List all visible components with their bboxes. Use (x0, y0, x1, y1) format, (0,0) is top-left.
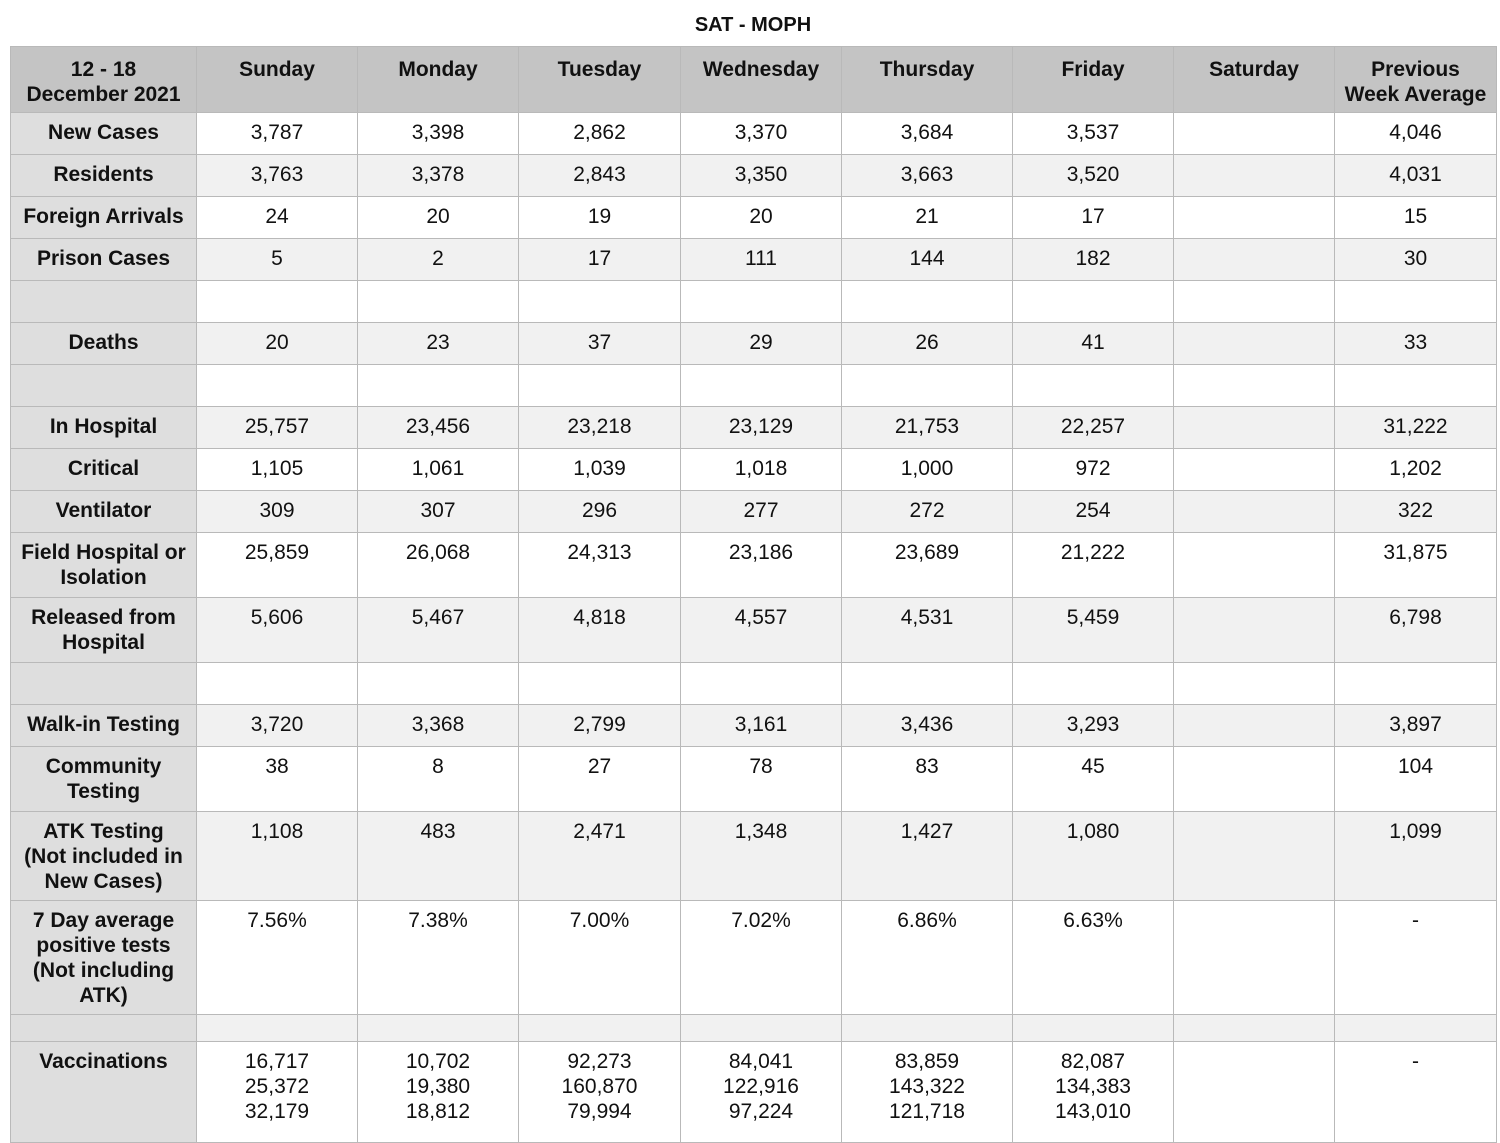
table-cell: 1,080 (1013, 812, 1174, 901)
header-saturday: Saturday (1174, 47, 1335, 113)
table-cell: 31,875 (1335, 533, 1497, 598)
table-cell (358, 663, 519, 705)
table-cell: - (1335, 1042, 1497, 1143)
table-row (11, 281, 1497, 323)
row-label (11, 365, 197, 407)
table-cell (1335, 281, 1497, 323)
table-cell: 1,000 (842, 449, 1013, 491)
table-cell: 4,818 (519, 598, 681, 663)
table-cell: 277 (681, 491, 842, 533)
row-label: New Cases (11, 113, 197, 155)
table-row (11, 491, 1497, 533)
table-cell: 5 (197, 239, 358, 281)
table-cell (358, 281, 519, 323)
table-body (11, 113, 1497, 1143)
table-cell: 3,293 (1013, 705, 1174, 747)
table-row (11, 449, 1497, 491)
table-cell: 1,348 (681, 812, 842, 901)
table-row (11, 323, 1497, 365)
table-cell: 3,787 (197, 113, 358, 155)
table-cell: 23,129 (681, 407, 842, 449)
table-cell: 1,039 (519, 449, 681, 491)
row-label: Critical (11, 449, 197, 491)
table-cell: 1,099 (1335, 812, 1497, 901)
table-cell: 3,398 (358, 113, 519, 155)
table-cell (681, 1015, 842, 1042)
table-cell (519, 1015, 681, 1042)
table-cell: 5,459 (1013, 598, 1174, 663)
table-cell: 3,378 (358, 155, 519, 197)
table-cell: 24 (197, 197, 358, 239)
table-cell: 5,467 (358, 598, 519, 663)
table-cell: 7.56% (197, 901, 358, 1015)
table-cell (1013, 663, 1174, 705)
table-cell: 10,702 19,380 18,812 (358, 1042, 519, 1143)
table-row (11, 812, 1497, 901)
table-cell: 1,427 (842, 812, 1013, 901)
header-thursday: Thursday (842, 47, 1013, 113)
table-cell (358, 365, 519, 407)
table-cell (681, 281, 842, 323)
row-label: Released from Hospital (11, 598, 197, 663)
table-cell: 972 (1013, 449, 1174, 491)
header-tuesday: Tuesday (519, 47, 681, 113)
table-cell (1174, 598, 1335, 663)
table-cell: 84,041 122,916 97,224 (681, 1042, 842, 1143)
table-cell: 7.00% (519, 901, 681, 1015)
header-wednesday: Wednesday (681, 47, 842, 113)
table-cell (358, 1015, 519, 1042)
row-label: In Hospital (11, 407, 197, 449)
table-cell (1174, 901, 1335, 1015)
table-cell: 2,862 (519, 113, 681, 155)
table-cell: 92,273 160,870 79,994 (519, 1042, 681, 1143)
table-row (11, 239, 1497, 281)
table-cell: 309 (197, 491, 358, 533)
table-cell (681, 663, 842, 705)
table-cell (1174, 365, 1335, 407)
table-cell: 26,068 (358, 533, 519, 598)
table-cell: 6.86% (842, 901, 1013, 1015)
table-cell: - (1335, 901, 1497, 1015)
table-row (11, 1015, 1497, 1042)
row-label: Field Hospital or Isolation (11, 533, 197, 598)
table-cell (1013, 1015, 1174, 1042)
table-cell: 17 (519, 239, 681, 281)
table-cell (1174, 407, 1335, 449)
table-cell (1174, 663, 1335, 705)
table-cell: 37 (519, 323, 681, 365)
table-cell: 182 (1013, 239, 1174, 281)
table-cell: 3,897 (1335, 705, 1497, 747)
table-cell (842, 663, 1013, 705)
table-cell: 19 (519, 197, 681, 239)
table-cell: 3,370 (681, 113, 842, 155)
table-cell (1174, 1015, 1335, 1042)
row-label: ATK Testing (Not included in New Cases) (11, 812, 197, 901)
table-cell: 3,663 (842, 155, 1013, 197)
covid-stats-table (10, 46, 1497, 1143)
table-title: SAT - MOPH (694, 14, 812, 36)
table-cell: 6.63% (1013, 901, 1174, 1015)
row-label: Community Testing (11, 747, 197, 812)
table-cell: 4,557 (681, 598, 842, 663)
table-cell: 272 (842, 491, 1013, 533)
table-cell: 21,753 (842, 407, 1013, 449)
table-row (11, 663, 1497, 705)
table-cell: 83,859 143,322 121,718 (842, 1042, 1013, 1143)
table-cell (842, 1015, 1013, 1042)
table-cell: 22,257 (1013, 407, 1174, 449)
row-label: Prison Cases (11, 239, 197, 281)
table-cell: 45 (1013, 747, 1174, 812)
table-cell: 4,531 (842, 598, 1013, 663)
table-cell (1013, 365, 1174, 407)
row-label (11, 663, 197, 705)
row-label (11, 1015, 197, 1042)
table-cell: 1,202 (1335, 449, 1497, 491)
table-cell: 1,108 (197, 812, 358, 901)
table-cell (1174, 323, 1335, 365)
row-label: Residents (11, 155, 197, 197)
table-cell (519, 365, 681, 407)
table-cell: 7.38% (358, 901, 519, 1015)
table-cell: 20 (358, 197, 519, 239)
table-cell: 25,859 (197, 533, 358, 598)
table-cell: 2 (358, 239, 519, 281)
table-cell: 3,684 (842, 113, 1013, 155)
table-row (11, 113, 1497, 155)
table-cell: 2,843 (519, 155, 681, 197)
table-cell (842, 365, 1013, 407)
table-cell (197, 281, 358, 323)
table-cell (1174, 747, 1335, 812)
table-cell: 21 (842, 197, 1013, 239)
table-cell: 27 (519, 747, 681, 812)
table-cell: 3,350 (681, 155, 842, 197)
table-cell (842, 281, 1013, 323)
table-cell (1013, 281, 1174, 323)
row-label (11, 281, 197, 323)
table-row (11, 197, 1497, 239)
header-date-range: 12 - 18 December 2021 (11, 47, 197, 113)
table-row (11, 598, 1497, 663)
row-label: 7 Day average positive tests (Not including ATK) (11, 901, 197, 1015)
row-label: Vaccinations (11, 1042, 197, 1143)
table-cell: 16,717 25,372 32,179 (197, 1042, 358, 1143)
table-cell: 3,368 (358, 705, 519, 747)
table-cell: 254 (1013, 491, 1174, 533)
table-row (11, 155, 1497, 197)
table-cell: 41 (1013, 323, 1174, 365)
table-cell: 30 (1335, 239, 1497, 281)
table-cell: 3,720 (197, 705, 358, 747)
table-cell: 104 (1335, 747, 1497, 812)
header-sunday: Sunday (197, 47, 358, 113)
table-cell: 31,222 (1335, 407, 1497, 449)
table-cell: 23,218 (519, 407, 681, 449)
table-cell (1174, 533, 1335, 598)
table-cell: 29 (681, 323, 842, 365)
header-monday: Monday (358, 47, 519, 113)
table-cell: 4,031 (1335, 155, 1497, 197)
row-label: Walk-in Testing (11, 705, 197, 747)
table-cell: 5,606 (197, 598, 358, 663)
table-cell: 20 (197, 323, 358, 365)
table-cell: 23,689 (842, 533, 1013, 598)
table-cell (1174, 155, 1335, 197)
table-row (11, 365, 1497, 407)
table-cell: 82,087 134,383 143,010 (1013, 1042, 1174, 1143)
table-row (11, 533, 1497, 598)
table-cell (1174, 705, 1335, 747)
table-cell: 307 (358, 491, 519, 533)
row-label: Ventilator (11, 491, 197, 533)
table-cell (1335, 365, 1497, 407)
table-cell (519, 663, 681, 705)
table-cell (1335, 1015, 1497, 1042)
table-cell: 83 (842, 747, 1013, 812)
table-row (11, 407, 1497, 449)
table-cell: 2,799 (519, 705, 681, 747)
table-cell: 1,018 (681, 449, 842, 491)
table-cell: 33 (1335, 323, 1497, 365)
table-cell: 144 (842, 239, 1013, 281)
table-cell (1174, 812, 1335, 901)
table-cell: 25,757 (197, 407, 358, 449)
table-cell: 24,313 (519, 533, 681, 598)
table-cell: 483 (358, 812, 519, 901)
table-cell: 23,186 (681, 533, 842, 598)
table-cell: 3,520 (1013, 155, 1174, 197)
table-cell: 3,436 (842, 705, 1013, 747)
table-cell (1174, 113, 1335, 155)
table-row (11, 1042, 1497, 1143)
table-row (11, 747, 1497, 812)
table-cell: 2,471 (519, 812, 681, 901)
table-cell: 3,763 (197, 155, 358, 197)
table-cell: 23,456 (358, 407, 519, 449)
table-cell (197, 663, 358, 705)
table-cell (1174, 1042, 1335, 1143)
table-cell: 38 (197, 747, 358, 812)
table-cell (681, 365, 842, 407)
table-cell: 21,222 (1013, 533, 1174, 598)
table-cell (1335, 663, 1497, 705)
table-cell: 7.02% (681, 901, 842, 1015)
table-cell (519, 281, 681, 323)
table-cell: 111 (681, 239, 842, 281)
table-cell: 17 (1013, 197, 1174, 239)
table-cell: 26 (842, 323, 1013, 365)
table-cell: 15 (1335, 197, 1497, 239)
table-cell: 20 (681, 197, 842, 239)
table-cell: 4,046 (1335, 113, 1497, 155)
table-cell: 23 (358, 323, 519, 365)
row-label: Deaths (11, 323, 197, 365)
table-cell: 1,105 (197, 449, 358, 491)
table-cell (1174, 491, 1335, 533)
header-row (11, 47, 1497, 113)
table-row (11, 705, 1497, 747)
row-label: Foreign Arrivals (11, 197, 197, 239)
table-cell (1174, 239, 1335, 281)
table-row (11, 901, 1497, 1015)
table-cell: 8 (358, 747, 519, 812)
table-cell: 6,798 (1335, 598, 1497, 663)
table-cell: 3,537 (1013, 113, 1174, 155)
table-cell (1174, 281, 1335, 323)
table-cell: 1,061 (358, 449, 519, 491)
header-previous: Previous Week Average (1335, 47, 1497, 113)
table-cell (197, 1015, 358, 1042)
table-cell: 296 (519, 491, 681, 533)
table-cell: 78 (681, 747, 842, 812)
table-cell: 322 (1335, 491, 1497, 533)
table-cell (1174, 197, 1335, 239)
table-cell (1174, 449, 1335, 491)
header-friday: Friday (1013, 47, 1174, 113)
table-cell: 3,161 (681, 705, 842, 747)
table-cell (197, 365, 358, 407)
